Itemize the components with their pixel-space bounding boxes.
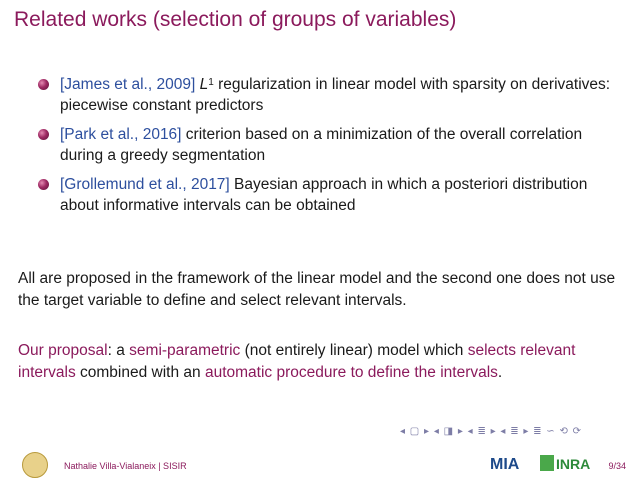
superscript: 1 (208, 77, 214, 88)
list-item (38, 124, 628, 166)
automatic-procedure-term: automatic procedure to define the intervals (204, 364, 498, 381)
proposal-text: : a (107, 342, 130, 359)
item-text: criterion based on a minimization of the overall correlation during a greedy segmentation (60, 126, 583, 164)
item-text: regularization in linear model with sparsity on derivatives: piecewise constant predictors (60, 76, 611, 114)
bullet-icon (38, 129, 49, 140)
bullet-icon (38, 79, 49, 90)
list-item (38, 74, 628, 116)
proposal-paragraph (18, 340, 628, 384)
proposal-text: combined with an (75, 364, 205, 381)
item-text: Bayesian approach in which a posteriori distribution about informative intervals can be obtained (60, 176, 588, 214)
proposal-text: (not entirely linear) model which (240, 342, 468, 359)
citation-link[interactable]: [Grollemund et al., 2017] (60, 176, 230, 193)
l-symbol: L (199, 76, 209, 93)
proposal-text: . (497, 364, 503, 381)
citation-link[interactable]: [James et al., 2009] (60, 76, 196, 93)
mia-logo-icon (488, 452, 526, 474)
mia-logo-text: MIA (490, 456, 520, 473)
page-number: 9/34 (608, 461, 626, 471)
citation-link[interactable]: [Park et al., 2016] (60, 126, 182, 143)
university-logo-icon (22, 452, 48, 478)
selects-intervals-term: selects relevant intervals (18, 342, 576, 381)
inra-logo-icon (540, 453, 600, 473)
semi-parametric-term: semi-parametric (129, 342, 241, 359)
bullet-icon (38, 179, 49, 190)
proposal-label: Our proposal (18, 342, 108, 359)
slide-title: Related works (selection of groups of variables) (14, 8, 457, 31)
related-works-list (38, 74, 628, 224)
beamer-navigation[interactable]: ◂ ▢ ▸ ◂ ◨ ▸ ◂ ≣ ▸ ◂ ≣ ▸ ≣ ∽ ⟲ ⟳ (400, 426, 583, 437)
summary-paragraph: All are proposed in the framework of the linear model and the second one does not use the target variable to define and select relevant intervals. (18, 270, 616, 309)
list-item (38, 174, 628, 216)
footer (0, 448, 638, 479)
inra-logo-text: INRA (556, 456, 591, 472)
author-label: Nathalie Villa-Vialaneix | SISIR (64, 461, 187, 471)
